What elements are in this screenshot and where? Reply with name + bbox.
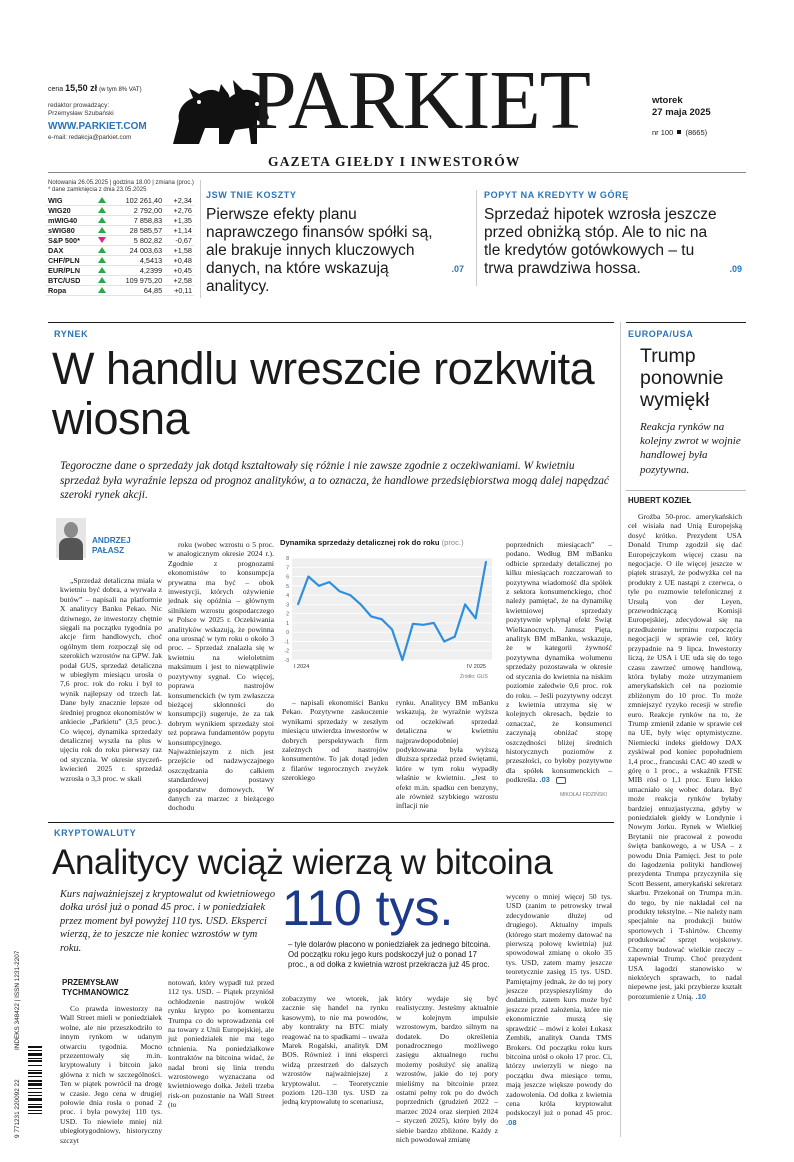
quote-value: 2 792,00 [133, 206, 163, 216]
barcode-digits: 9 771231 220092 [14, 1088, 21, 1138]
quote-row [46, 266, 194, 276]
barcode-bar [28, 1060, 42, 1062]
quote-name: EUR/PLN [48, 266, 81, 276]
day: wtorek [652, 95, 683, 106]
quote-name: BTC/USD [48, 276, 81, 286]
chart-point [381, 618, 383, 620]
quote-row [46, 246, 194, 256]
chart-point [339, 590, 341, 592]
quote-value: 7 858,83 [133, 216, 163, 226]
barcode-bar [28, 1053, 42, 1056]
btc-page: .08 [506, 1117, 517, 1127]
logo-title: PARKIET [250, 54, 590, 147]
chart-unit: (proc.) [441, 538, 464, 547]
btc-col-2: notowań, który wypadł tuż przed 112 tys. USD. – Piątek przyniósł ochłodzenie nastrojów wokół rynku krypto po komentarzu Trumpa co do wprowadzenia ceł na towary z Unii Europejskiej, ale już poniedziałek nie ma tego tchnienia. Na poniedziałkowe kontraktów na bitcoina widać, że nadal broni się linia trendu wzrostowego wyznaczana od kwietniowego dołka. Jeżeli trzeba risk-on pozostanie na Wall Street (to [168, 978, 274, 1110]
arrow-up-icon [98, 227, 106, 233]
chart-title: Dynamika sprzedaży detalicznej rok do roku [280, 538, 440, 547]
lead-deck: Tegoroczne dane o sprzedaży jak dotąd kształtowały się różnie i nie zawsze zgodnie z oczekiwaniami. W kwietniu sprzedaż była wyraźnie lepsza od prognoz analityków, a to oznacza, że handlowe przedsiębiorstwa mogą dalej napędzać szeroki rynek akcji. [60, 460, 609, 502]
issue-dot-icon [677, 130, 681, 134]
email-link[interactable]: e-mail: redakcja@parkiet.com [48, 134, 132, 141]
barcode-number-box [14, 1050, 24, 1140]
price: 15,50 zł [65, 83, 98, 93]
date: 27 maja 2025 [652, 107, 711, 118]
btc-author: PRZEMYSŁAW TYCHMANOWICZ [62, 978, 129, 997]
website-link[interactable]: WWW.PARKIET.COM [48, 121, 147, 132]
chart-ytick-label: 8 [286, 556, 289, 562]
btc-col-1: Co prawda inwestorzy na Wall Street mieli w poniedziałek wolne, ale nie przeszkodziło to innym rynkom w udanym otwarciu tygodnia. Mocno przezentowały się m.in. kryptowaluty i bitcoin jako główna z nich w szczególności. Ten w piątek powrócił na drogę w czasie. Jego cena w drugiej połowie dnia rosła o ponad 2 proc. i była powyżej 110 tys. USD. To niewiele mniej niż ubiegłotygodniowy, historyczny szczyt [60, 1004, 162, 1145]
chart-ytick-label: -2 [284, 648, 289, 655]
teaser-jsw-label: JSW TNIE KOSZTY [206, 190, 297, 200]
arrow-down-icon [94, 236, 110, 246]
chart-point [485, 561, 487, 563]
quote-row [46, 216, 194, 226]
barcode-text-box [14, 880, 24, 1050]
quote-name: CHF/PLN [48, 256, 80, 266]
continued-icon [556, 777, 566, 784]
issue-number: nr 100 [652, 128, 674, 137]
arrow-up-icon [94, 276, 110, 286]
barcode-bar [28, 1106, 42, 1108]
btc-deck: Kurs najważniejszej z kryptowalut od kwietniowego dołka urósł już o ponad 45 proc. i w poniedziałek przez moment był powyżej 110 tys. USD. Eksperci wierzą, że to jeszcze nie koniec wzrostów w tym roku. [60, 889, 276, 954]
quote-change: +0,45 [173, 266, 192, 276]
chart-ytick-label: -1 [284, 639, 289, 646]
chart-point [308, 576, 310, 578]
arrow-up-icon [94, 206, 110, 216]
barcode-number [14, 1079, 21, 1138]
btc-section: KRYPTOWALUTY [54, 828, 137, 838]
quote-change: +1,58 [173, 246, 192, 256]
btc-big-number: 110 tys. [282, 880, 454, 936]
barcode-bar [28, 1113, 42, 1114]
arrow-up-icon [94, 246, 110, 256]
barcode-bar [28, 1076, 42, 1077]
divider [200, 180, 201, 298]
barcode-bar [28, 1083, 42, 1086]
chart-point [433, 622, 435, 624]
side-page: .10 [695, 991, 707, 1001]
chart-title-line [280, 538, 500, 547]
issue-seq: (8665) [685, 128, 708, 137]
issue-line [652, 128, 707, 137]
quote-name: S&P 500* [48, 236, 80, 246]
arrow-up-icon [98, 217, 106, 223]
side-rule [626, 490, 746, 491]
teaser-credit-label: POPYT NA KREDYTY W GÓRĘ [484, 190, 629, 200]
lead-author: ANDRZEJ PAŁASZ [92, 536, 131, 555]
chart-point [443, 641, 445, 643]
chart-ytick-label: 6 [286, 574, 289, 581]
quote-change: +2,76 [173, 206, 192, 216]
lead-page: .03 [539, 775, 550, 785]
quote-change: +2,34 [173, 196, 192, 206]
teaser-credit[interactable] [484, 190, 746, 286]
btc-headline: Analitycy wciąż wierzą w bitcoina [52, 843, 553, 882]
quotes-header [48, 180, 194, 194]
chart-xtick-label: I 2024 [294, 664, 310, 670]
chart-point [475, 617, 477, 619]
btc-col-4: który wydaje się być realistyczny. Jesteśmy aktualnie w kolejnym impulsie wzrostowym, bardzo silnym na dodatek. Do określenia ponadrocznego możliwego zasięgu aktualnego ruchu możemy posłużyć się analizą wzrostów, jakie do tej pory mieliśmy na bitcoinie przez ostatni pełny rok po do dwóch poprzednich (grudzień 2022 – marzec 2024 oraz sierpień 2024 – styczeń 2025), które były do siebie bardzo zbliżone. Każdy z nich powodował zmianę [396, 994, 498, 1145]
lead-headline: W handlu wreszcie rozkwita wiosna [52, 343, 595, 444]
lead-col-5-text: poprzednich miesiącach” – podano. Według BM mBanku odbicie sprzedaży detalicznej po kilku miesiącach rozczarowań to pozytywna wiadomość dla spółek z sektora konsumenckiego, choć należy pamiętać, że na dynamikę kwietniowej sprzedaży pozytywnie wpłynął efekt Świąt Wielkanocnych. Janusz Pięta, analityk BM mBanku, wskazuje, że w kategorii żywność pozytywna dynamika wolumenu sprzedaży pozostawała w okresie od stycznia do kwietnia na niskim poziomie zaledwie 0,6 proc. rok do roku. – Jeśli pozytywny odczyt z kwietnia utrzyma się w kolejnych okresach, będzie to oznaczać, że konsumenci zaczynają obniżać stopę oszczędności bliżej średnich historycznych poziomów z przeszłości, co byłoby pozytywne dla spółek konsumenckich – podkreśla. [506, 540, 612, 785]
quotes-table [46, 196, 194, 296]
barcode-indeks: INDEKS 348422 | ISSN 1231-2207 [14, 950, 21, 1050]
quote-row [46, 286, 194, 296]
chart-ytick-label: 1 [286, 620, 289, 627]
teaser-jsw-page: .07 [451, 264, 464, 274]
quote-change: +1,35 [173, 216, 192, 226]
chart-ytick-label: 3 [286, 602, 289, 609]
chart-point [349, 594, 351, 596]
arrow-up-icon [98, 277, 106, 283]
barcode-bar [28, 1070, 42, 1071]
barcode-bar [28, 1110, 42, 1111]
barcode-bar [28, 1104, 42, 1105]
quote-value: 4,2399 [139, 266, 163, 276]
divider [620, 322, 621, 1137]
side-section: EUROPA/USA [628, 329, 694, 339]
lead-col-4: rynku. Analitycy BM mBanku wskazują, że wyraźnie wyższa od oczekiwań sprzedaż detaliczna w kwietniu najprawdopodobniej podyktowana była wyższą dłuższa sprzedaż przed świętami, które w tym roku wypadły właśnie w kwietniu. „Jest to efekt m.in. spadku cen benzyny, ale również szybkiego wzrostu inflacji nie [396, 698, 498, 811]
barcode-bar [28, 1080, 42, 1082]
btc-number-caption: – tyle dolarów płacono w poniedziałek za jednego bitcoina. Od początku roku jego kurs podskoczył już o ponad 17 proc., a od dołka z kwietnia wzrost przekracza już 45 proc. [288, 940, 491, 969]
barcode-bar [28, 1095, 42, 1096]
quotes-header-1: Notowania 26.05.2025 | godzina 18.00 | zmiana (proc.) [48, 180, 194, 186]
chart-ytick-label: 4 [286, 593, 289, 600]
price-vat: (w tym 8% VAT) [99, 87, 142, 93]
date-block [652, 95, 711, 119]
quote-value: 5 802,82 [133, 236, 163, 246]
chart-ytick-label: 5 [286, 583, 289, 590]
arrow-up-icon [94, 286, 110, 296]
teaser-credit-text: Sprzedaż hipotek wzrosła jeszcze przed obniżką stóp. Ale to nic na tle kredytów gotówkowych – tu trwa prawdziwa hossa. [484, 206, 717, 277]
lead-section: RYNEK [54, 329, 89, 339]
quote-change: -0,67 [175, 236, 192, 246]
barcode-bar [28, 1098, 42, 1101]
chart-point [318, 585, 320, 587]
divider [476, 190, 477, 286]
chart-point [464, 603, 466, 605]
quote-row [46, 276, 194, 286]
chart-point [422, 624, 424, 626]
arrow-up-icon [98, 267, 106, 273]
barcode-bar [28, 1092, 42, 1093]
logo-subtitle: GAZETA GIEŁDY I INWESTORÓW [268, 154, 521, 169]
chart-background [292, 558, 492, 660]
quote-name: Ropa [48, 286, 67, 296]
arrow-up-icon [98, 287, 106, 293]
btc-col-5-text: wyceny o mniej więcej 50 tys. USD (zanim te petrowsky trwał zdecydowanie dłużej od drugiego). Aktualny impuls (którego start możemy datować na pierwszą połowę kwietnia) już spowodował zmianę o około 35 tys. USD, zatem mamy jeszcze teoretycznie zasięg 15 tys. USD. Pamiętajmy jednak, że do tej pory jeszcze przyspieszyliśmy do dodatnich, zatem kurs może być jeszcze przed założenia, które nie ekonomicznie muszą się sprawdzić – mówi z kolei Łukasz Zembik, analityk Oanda TMS Brokers. Od początku roku kurs bitcoina urósł o około 17 proc. Ci, którzy uwierzyli w niego na początku dwa miesiące temu, mają jeszcze większe powody do zadowolenia. Od dołka z kwietnia cena króla kryptowalut podskoczył już o ponad 45 proc. [506, 892, 612, 1118]
chart-xtick-label: IV 2025 [467, 664, 486, 670]
side-body [628, 512, 742, 1140]
arrow-up-icon [94, 196, 110, 206]
arrow-down-icon [98, 237, 106, 243]
side-deck: Reakcja rynków na kolejny zwrot w wojnie handlowej była pozytywna. [640, 421, 741, 476]
section-rule [48, 322, 614, 323]
arrow-up-icon [94, 216, 110, 226]
side-author: HUBERT KOZIEŁ [628, 496, 692, 505]
author-photo-avatar [56, 518, 86, 558]
chart-point [402, 659, 404, 661]
teaser-credit-page: .09 [729, 264, 742, 274]
barcode-bar [28, 1050, 42, 1051]
chart-point [454, 636, 456, 638]
quote-row [46, 226, 194, 236]
arrow-up-icon [94, 226, 110, 236]
photo-credit: MIKOŁAJ FIDZIŃSKI [560, 792, 607, 798]
arrow-up-icon [98, 257, 106, 263]
sales-chart [280, 538, 500, 688]
editor-block [48, 102, 114, 118]
side-body-text: Groźba 50-proc. amerykańskich ceł wisiała nad Unią Europejską dosyć krótko. Prezydent USA Donald Trump zgodził się dać Europejczykom więcej czasu na negocjacje. O ile więcej jeszcze w piątek straszył, że podwyżka ceł na produkty z UE nastąpi z czerwca, o tyle po rozmowie telefonicznej z Ursulą von der Leyen, przewodniczącą Komisji Europejskiej, zdecydował się na przedłużenie terminu rozpoczęcia negocjacji w sprawie ceł, który przypadnie na 9 lipca. Inwestorzy liczą, że USA i UE uda się do tego czasu zawrzeć umowę handlową, która byłaby może utrzymaniem amerykańskich ceł na poziomie zbliżonym do 10 proc. To może zmniejszyć ryzyko recesji w strefie euro. Reakcje rynków na to, że Trump zmienił zdanie w sprawie ceł na UE, były więc optymistyczne. Niemiecki indeks giełdowy DAX zyskiwał pod koniec popołudniem 1,4 proc., francuski CAC 40 szedł w górę o 1 proc., a wskaźnik FTSE MIB rósł o 1,1 proc. Euro lekko umacniało się wobec dolara. Być może reakcja rynków byłaby bardziej entuzjastyczna, gdyby w poniedziałek giełdy w Londynie i Nowym Jorku. Rynek w Wielkiej Brytanii nie pracował z powodu święta bankowego, a w USA – z powodu Dnia Pamięci. Jest to pole do łagodzenia polityki handlowej prezydenta Trumpa przyczyniła się Scott Bessent, amerykański sekretarz skarbu. Przekonał on Trumpa m.in. do tego, by nie nakładał ceł na produkty tekstylne. – Nie należy nam specjalnie na produkcji butów sportowych i T-shirtów. Chcemy produkować sprzęt wojskowy. Chcemy budować wielkie rzeczy – zapewniał Trump. Choć prezydent USA łagodzi stanowisko w niektórych sprawach, to nadal niepewne jest, jaki przybierze kształt porozumienie z Unią. [628, 512, 742, 1001]
quote-value: 4,5413 [139, 256, 163, 266]
chart-point [391, 629, 393, 631]
quote-value: 24 003,63 [129, 246, 163, 256]
quote-row [46, 236, 194, 246]
barcode-icon [26, 1046, 46, 1138]
arrow-up-icon [94, 266, 110, 276]
barcode-bar [28, 1046, 42, 1048]
quote-name: mWIG40 [48, 216, 78, 226]
quotes-header-2: * dane zamknięcia z dnia 23.05.2025 [48, 187, 147, 193]
masthead-rule [48, 172, 746, 173]
arrow-up-icon [98, 197, 106, 203]
side-headline: Trump ponownie wymiękł [640, 345, 724, 411]
teaser-jsw-text: Pierwsze efekty planu naprawczego finansów spółki są, ale brakuje innych kluczowych danych, na które wskazują analitycy. [206, 206, 433, 295]
chart-ytick-label: -3 [284, 658, 289, 664]
quote-change: +1,14 [173, 226, 192, 236]
quote-change: +0,11 [174, 286, 192, 296]
section-rule [48, 822, 614, 823]
chart-point [297, 603, 299, 605]
quote-row [46, 196, 194, 206]
arrow-up-icon [98, 207, 106, 213]
lead-col-5 [506, 540, 612, 790]
chart-point [412, 623, 414, 625]
section-rule [626, 322, 746, 323]
arrow-up-icon [98, 247, 106, 253]
arrow-up-icon [94, 256, 110, 266]
barcode-bar [28, 1065, 42, 1066]
lead-col-3: – napisali ekonomiści Banku Pekao. Pozytywne zaskoczenie wynikami sprzedaży w zeszłym miesiącu utwierdza inwestorów w dobrych perspektywach firm zależnych od nastrojów konsumentów. To jak dotąd jeden z filarów tegorocznych zwyżek szerokiego [282, 698, 388, 783]
chart-point [328, 581, 330, 583]
quote-row [46, 206, 194, 216]
quote-value: 64,85 [143, 286, 163, 296]
price-label: cena [48, 86, 64, 93]
editor-name: Przemysław Szubański [48, 110, 114, 117]
chart-point [360, 603, 362, 605]
chart-ytick-label: 2 [286, 611, 289, 618]
barcode-bar [28, 1088, 42, 1089]
quote-value: 109 975,20 [125, 276, 163, 286]
chart-source: Źródło: GUS [460, 674, 488, 680]
editor-label: redaktor prowadzący: [48, 102, 110, 109]
barcode-bar [28, 1058, 42, 1059]
barcode-issue: 22 [14, 1079, 21, 1087]
chart-ytick-label: 7 [286, 565, 289, 572]
price-line [48, 84, 142, 95]
quote-value: 28 585,57 [129, 226, 163, 236]
quote-name: WIG20 [48, 206, 71, 216]
btc-col-5 [506, 892, 612, 1138]
lead-col-2: roku (wobec wzrostu o 5 proc. w analogicznym okresie 2024 r.). Zgodnie z prognozami ekonomistów to konsumpcja prywatna ma być – obok inwestycji, których ożywienie jednak się opóźnia – głównym silnikiem wzrostu gospodarczego w Polsce w 2025 r. Oczekiwania analityków wskazują, że powinna ona urosnąć w tym roku o około 3 proc. – Sprzedaż znalazła się w kwietniu na wieloletnim maksimum i jest to niewątpliwie pozytywny sygnał. Co więcej, poprawa nastrojów konsumenckich (w tym zwłaszcza bieżącej skłonności do konsumpcji) sugeruje, że za tak dobrym wynikiem sprzedaży stoi też poprawa fundamentów popytu konsumpcyjnego. Najważniejszym z nich jest przejście od nadzwyczajnego oszczędzania do całkiem standardowej postawy gospodarstw domowych. W danych za marzec z bieżącego dochodu [168, 540, 274, 813]
quote-name: WIG [48, 196, 63, 206]
barcode-bar [28, 1072, 42, 1074]
chart-ytick-label: 0 [286, 630, 289, 637]
chart-point [370, 616, 372, 618]
teaser-jsw[interactable] [206, 190, 468, 295]
quote-name: DAX [48, 246, 64, 256]
quote-change: +0,48 [173, 256, 192, 266]
quote-row [46, 256, 194, 266]
quote-name: sWIG80 [48, 226, 75, 236]
quote-value: 102 261,40 [125, 196, 163, 206]
btc-col-3: zobaczymy we wtorek, jak zacznie się handel na rynku kasowym), to nie ma powodów, aby kontrakty na BTC miały reagować na to spadkami – uważa Marek Rogalski, analityk DM BOS. Również i inni eksperci widzą przestrzeń do dalszych wzrostów najważniejszej z kryptowalut. – Teoretycznie poziom 120–130 tys. USD za jedną kryptowalutę to scenariusz, [282, 994, 388, 1107]
chart-plot [280, 552, 500, 682]
lead-col-1: „Sprzedaż detaliczna miała w kwietniu być dobra, a wyrwała z butów” – napisali na platformie X analitycy Banku Pekao. Nic dziwnego, że inwestorzy chętnie sięgali na początku tygodnia po akcje firm handlowych, choć ogólnym tłem rozpoczął się od szerokich wzrostów na GPW. Jak podał GUS, sprzedaż detaliczna w ubiegłym miesiącu urosła o 7,6 proc. rok do roku i był to wynik najlepszy od trzech lat. Dane były znacznie lepsze od średniej prognoz ekonomistów w ankiecie „Parkietu” (3,5 proc.). Co więcej, dynamika sprzedaży detalicznej wyszła na plus w ujęciu rok do roku pierwszy raz od stycznia. W okresie styczeń-kwiecień 2025 r. sprzedaż wzrosła o 3,3 proc. w skali [60, 576, 162, 783]
quote-change: +2,58 [173, 276, 192, 286]
